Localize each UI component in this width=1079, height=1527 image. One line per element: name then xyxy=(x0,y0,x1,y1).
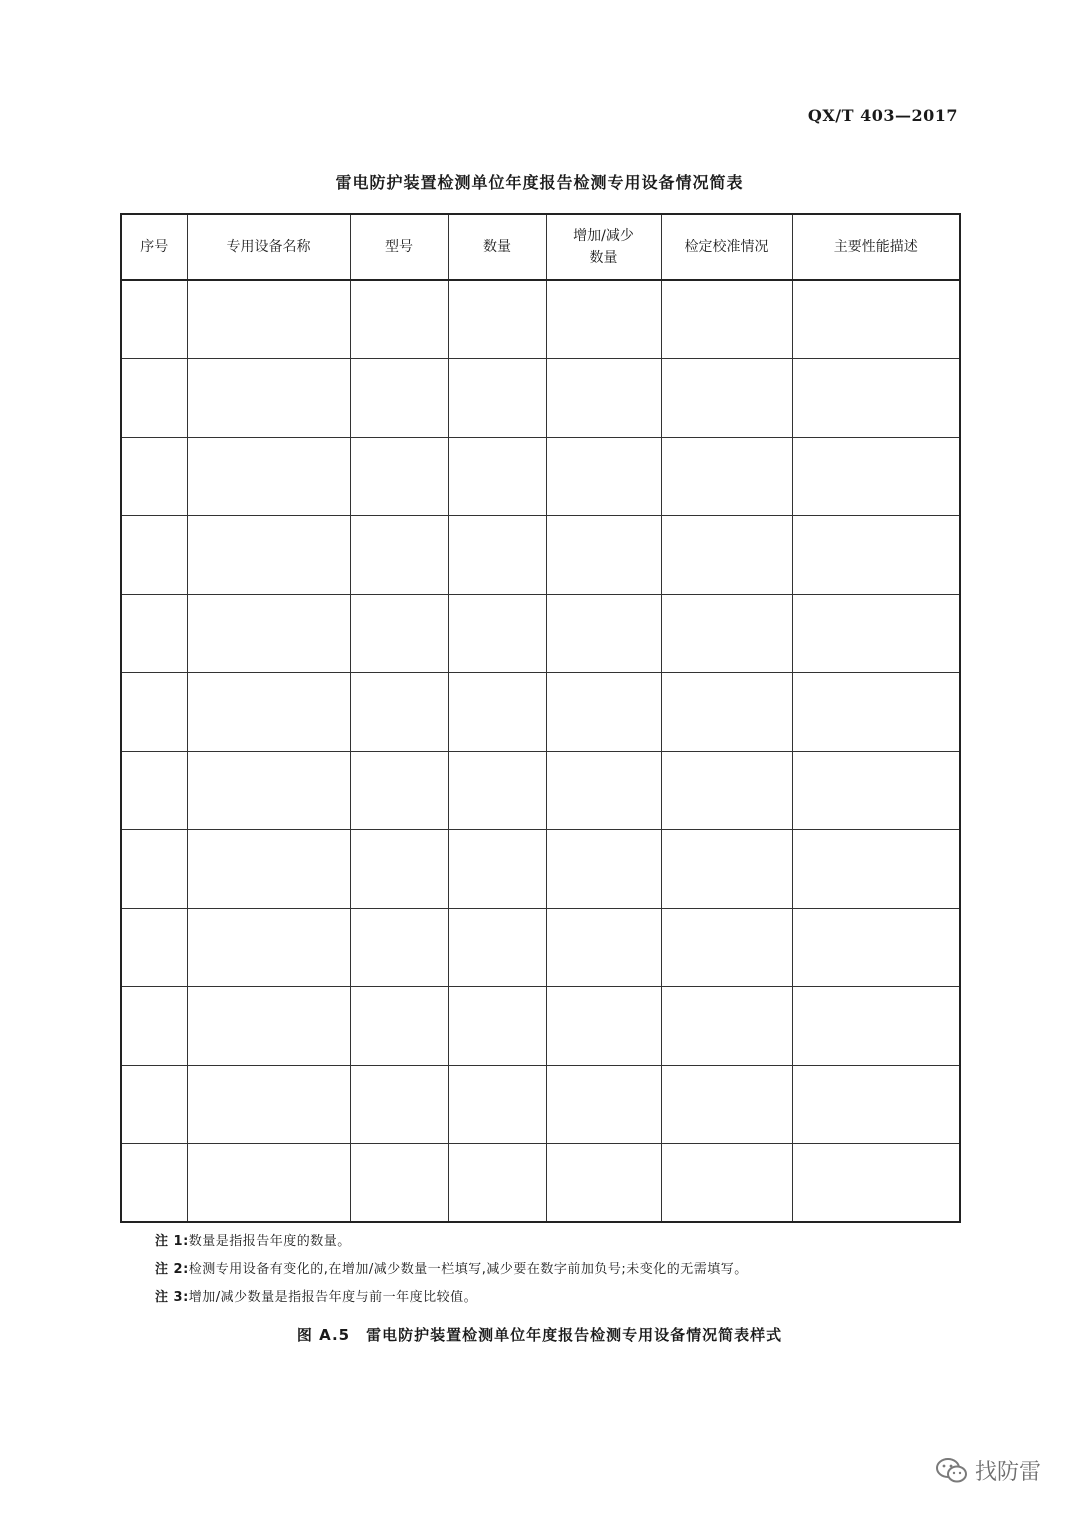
table-cell xyxy=(792,280,960,359)
table-row xyxy=(121,1144,960,1223)
table-cell xyxy=(121,280,187,359)
equipment-table xyxy=(120,213,961,1223)
table-row xyxy=(121,594,960,673)
note-2 xyxy=(155,1256,748,1284)
table-cell xyxy=(546,516,661,595)
table-cell xyxy=(792,987,960,1066)
col-header-equipment-name: 专用设备名称 xyxy=(187,214,350,280)
notes-block xyxy=(155,1228,748,1312)
table-cell xyxy=(121,437,187,516)
table-cell xyxy=(661,359,792,438)
table-cell xyxy=(448,1144,546,1223)
table-cell xyxy=(350,830,448,909)
table-cell xyxy=(350,1144,448,1223)
table-cell xyxy=(350,908,448,987)
table-cell xyxy=(661,516,792,595)
table-cell xyxy=(448,437,546,516)
table-row xyxy=(121,987,960,1066)
table-cell xyxy=(546,830,661,909)
table-cell xyxy=(546,908,661,987)
table-cell xyxy=(350,594,448,673)
note-text: 检测专用设备有变化的,在增加/减少数量一栏填写,减少要在数字前加负号;未变化的无需填写。 xyxy=(188,1262,748,1277)
table-cell xyxy=(187,594,350,673)
table-cell xyxy=(661,673,792,752)
table-cell xyxy=(121,1065,187,1144)
col-header-serial: 序号 xyxy=(121,214,187,280)
table-row xyxy=(121,280,960,359)
col-header-performance: 主要性能描述 xyxy=(792,214,960,280)
table-cell xyxy=(121,594,187,673)
table-cell xyxy=(546,437,661,516)
table-row xyxy=(121,1065,960,1144)
table-cell xyxy=(792,516,960,595)
table-cell xyxy=(121,830,187,909)
table-cell xyxy=(448,280,546,359)
col-header-model: 型号 xyxy=(350,214,448,280)
table-cell xyxy=(187,1065,350,1144)
table-cell xyxy=(448,987,546,1066)
table-cell xyxy=(448,516,546,595)
watermark-text: 找防雷 xyxy=(974,1460,1041,1485)
table-cell xyxy=(792,830,960,909)
table-cell xyxy=(661,1065,792,1144)
table-cell xyxy=(546,987,661,1066)
table-cell xyxy=(448,359,546,438)
table-cell xyxy=(121,673,187,752)
table-cell xyxy=(350,437,448,516)
table-cell xyxy=(448,830,546,909)
table-cell xyxy=(792,751,960,830)
note-label: 注 2: xyxy=(155,1262,189,1277)
table-title: 雷电防护装置检测单位年度报告检测专用设备情况简表 xyxy=(335,173,744,192)
note-label: 注 3: xyxy=(155,1290,189,1305)
table-cell xyxy=(187,1144,350,1223)
table-cell xyxy=(121,359,187,438)
table-cell xyxy=(546,751,661,830)
table-cell xyxy=(187,908,350,987)
col-header-calibration: 检定校准情况 xyxy=(661,214,792,280)
table-cell xyxy=(350,673,448,752)
table-cell xyxy=(448,594,546,673)
wechat-icon xyxy=(935,1457,969,1485)
table-cell xyxy=(792,1144,960,1223)
note-label: 注 1: xyxy=(155,1234,189,1249)
col-header-quantity: 数量 xyxy=(448,214,546,280)
table-cell xyxy=(350,359,448,438)
table-cell xyxy=(350,280,448,359)
table-cell xyxy=(661,1144,792,1223)
table-row xyxy=(121,437,960,516)
table-cell xyxy=(792,594,960,673)
table-cell xyxy=(187,359,350,438)
table-cell xyxy=(661,437,792,516)
table-cell xyxy=(661,908,792,987)
table-cell xyxy=(121,987,187,1066)
table-row xyxy=(121,751,960,830)
note-text: 数量是指报告年度的数量。 xyxy=(188,1234,351,1249)
table-cell xyxy=(546,280,661,359)
table-cell xyxy=(121,908,187,987)
table-cell xyxy=(661,280,792,359)
table-cell xyxy=(448,1065,546,1144)
table-cell xyxy=(661,987,792,1066)
table-header-row xyxy=(121,214,960,280)
table-cell xyxy=(661,751,792,830)
table-cell xyxy=(448,751,546,830)
note-3 xyxy=(155,1284,748,1312)
table-cell xyxy=(546,359,661,438)
table-cell xyxy=(187,830,350,909)
table-cell xyxy=(546,673,661,752)
table-cell xyxy=(546,1065,661,1144)
table-cell xyxy=(661,830,792,909)
table-cell xyxy=(546,1144,661,1223)
table-row xyxy=(121,516,960,595)
table-body xyxy=(121,280,960,1222)
table-row xyxy=(121,359,960,438)
table-cell xyxy=(187,516,350,595)
note-text: 增加/减少数量是指报告年度与前一年度比较值。 xyxy=(188,1290,478,1305)
table-cell xyxy=(121,751,187,830)
table-cell xyxy=(187,280,350,359)
watermark xyxy=(935,1455,1041,1486)
standard-code: QX/T 403—2017 xyxy=(807,106,958,125)
table-cell xyxy=(350,1065,448,1144)
table-cell xyxy=(792,673,960,752)
table-row xyxy=(121,673,960,752)
table-cell xyxy=(792,908,960,987)
table-cell xyxy=(187,673,350,752)
table-cell xyxy=(792,437,960,516)
table-cell xyxy=(546,594,661,673)
table-cell xyxy=(792,359,960,438)
table-cell xyxy=(350,751,448,830)
table-cell xyxy=(448,908,546,987)
table-cell xyxy=(187,437,350,516)
table-cell xyxy=(187,751,350,830)
table-cell xyxy=(350,516,448,595)
figure-caption: 图 A.5 雷电防护装置检测单位年度报告检测专用设备情况简表样式 xyxy=(296,1326,783,1344)
table-cell xyxy=(187,987,350,1066)
note-1 xyxy=(155,1228,748,1256)
table-cell xyxy=(121,1144,187,1223)
table-cell xyxy=(350,987,448,1066)
table-row xyxy=(121,908,960,987)
table-cell xyxy=(792,1065,960,1144)
table-cell xyxy=(121,516,187,595)
col-header-change-quantity: 增加/减少 数量 xyxy=(546,214,661,280)
table-row xyxy=(121,830,960,909)
table-cell xyxy=(448,673,546,752)
table-cell xyxy=(661,594,792,673)
